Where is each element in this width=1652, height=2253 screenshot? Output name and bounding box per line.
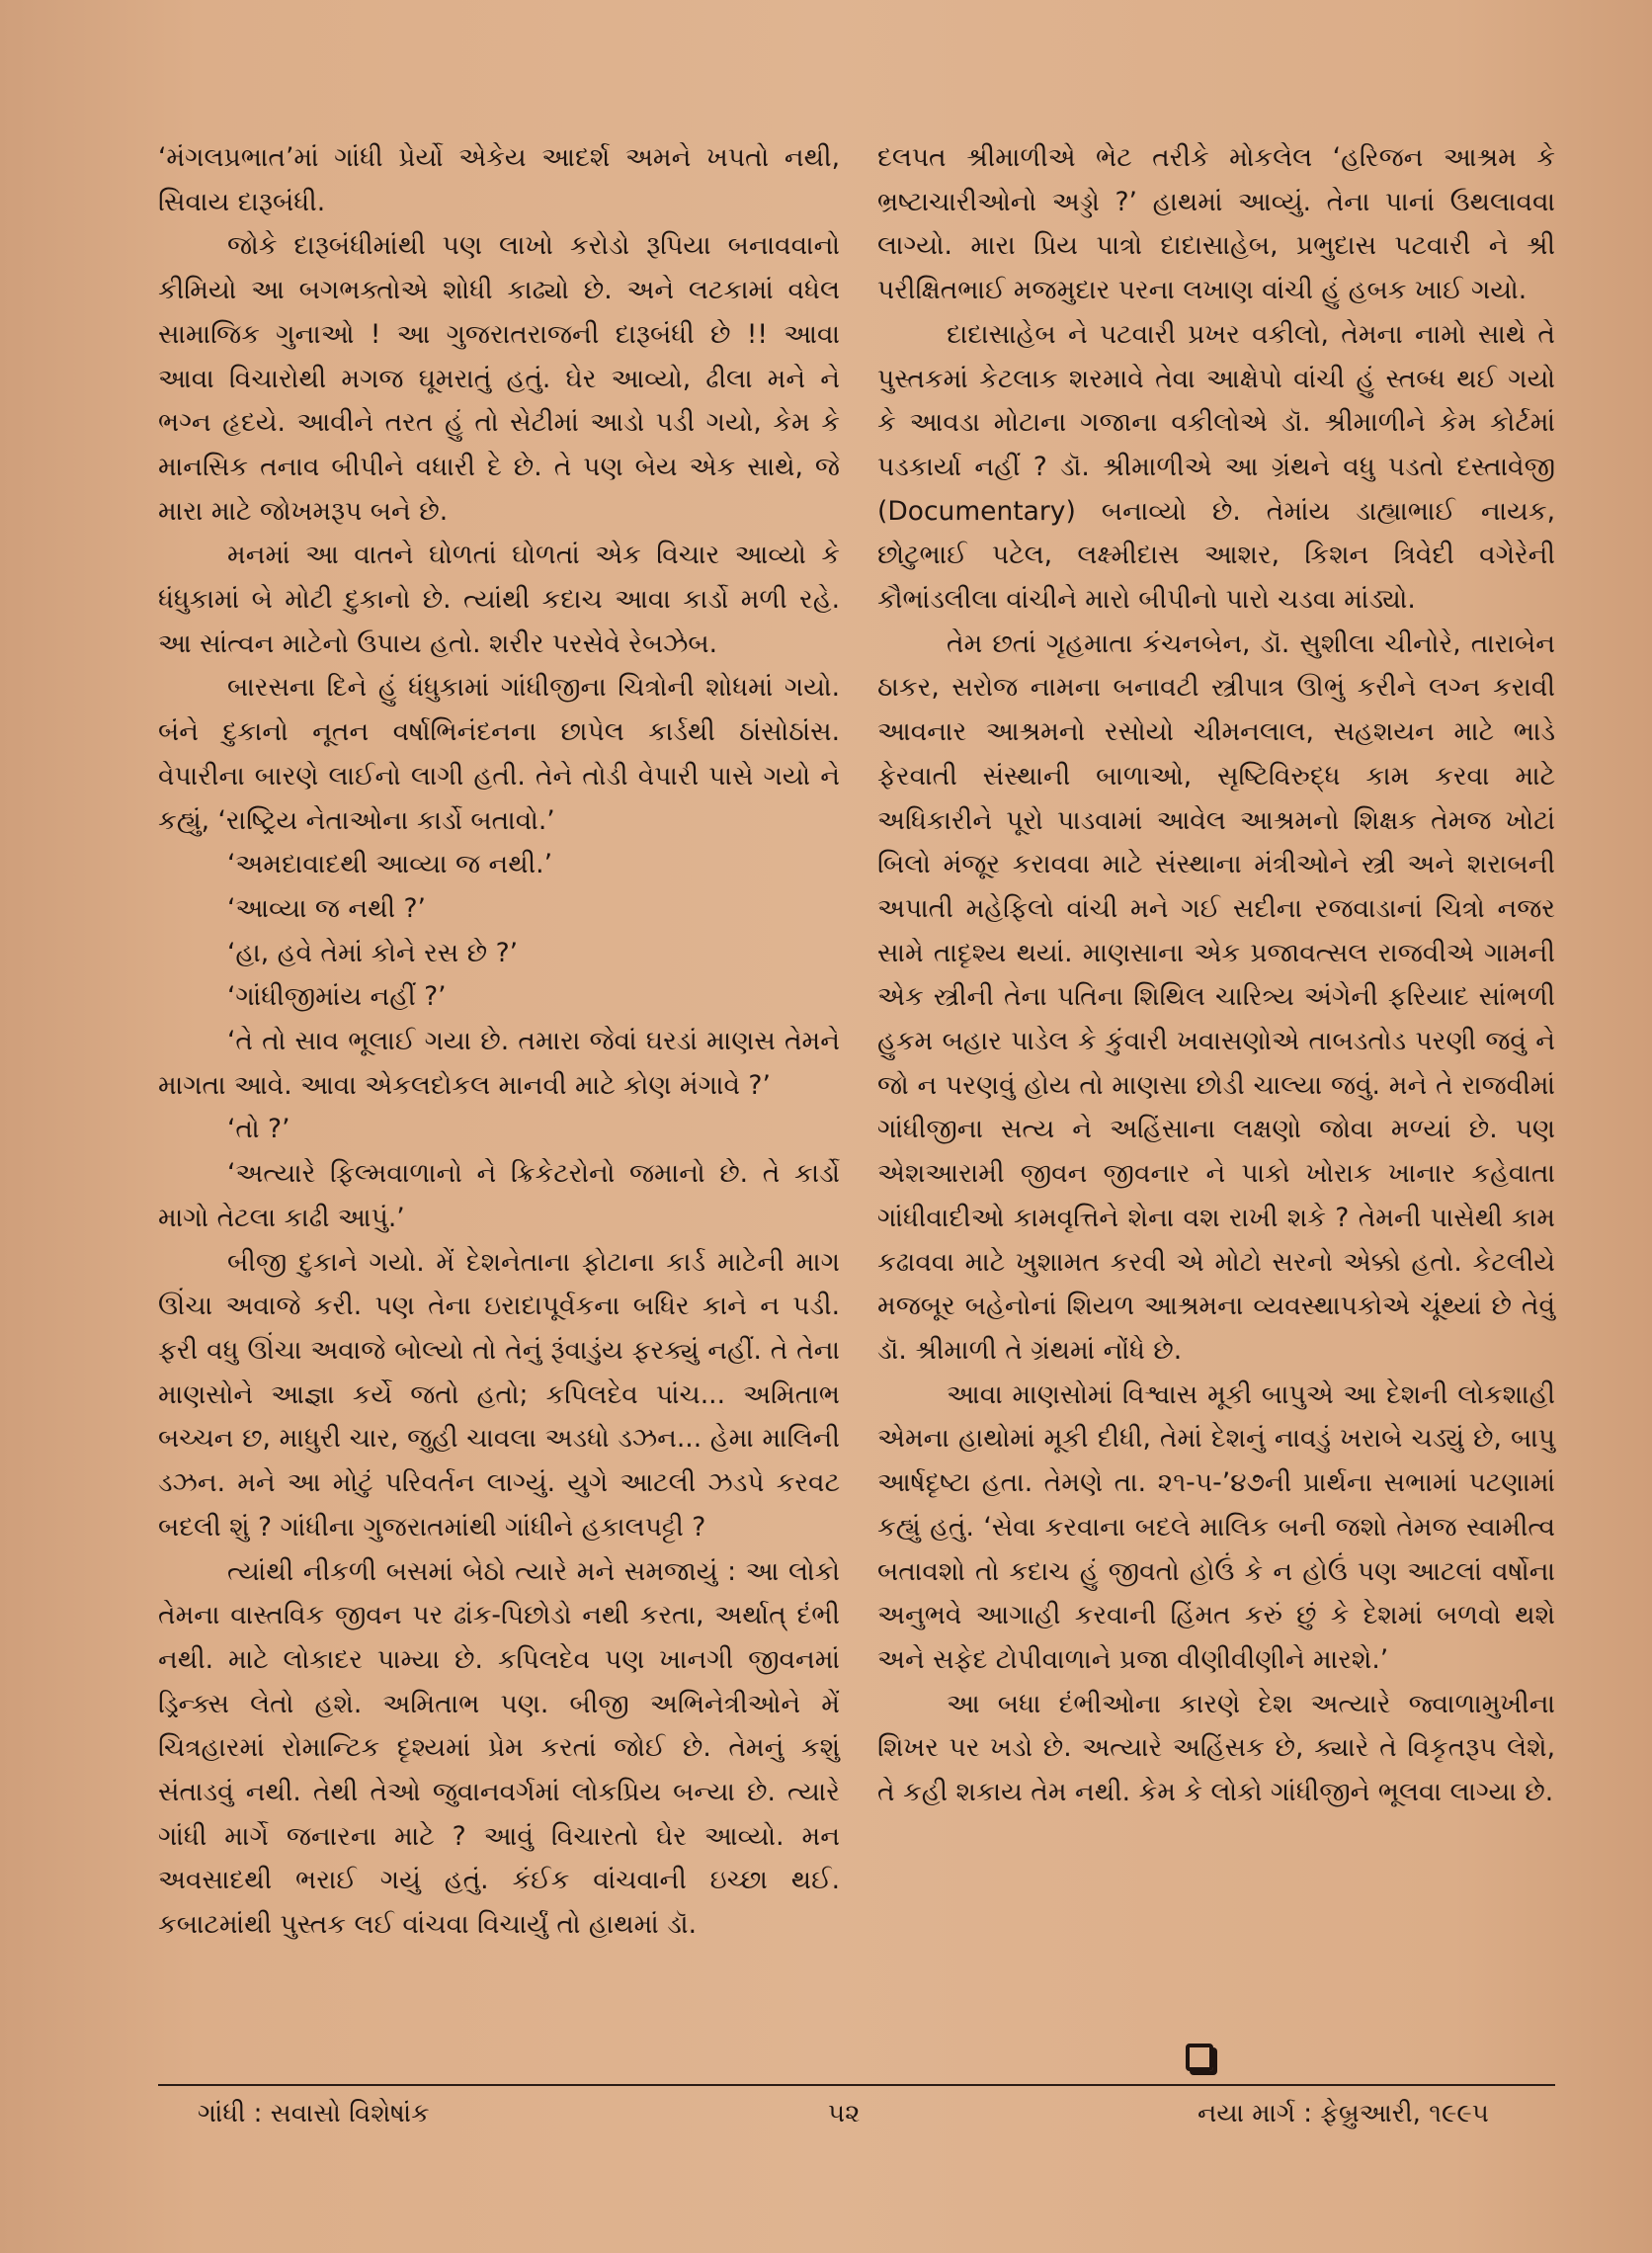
dialog-line: ‘આવ્યા જ નથી ?’ bbox=[227, 892, 426, 924]
footer-issue-title: ગાંધી : સવાસો વિશેષાંક bbox=[198, 2099, 430, 2128]
paragraph: ‘મંગલપ્રભાત’માં ગાંધી પ્રેર્યો એકેય આદર્શ અમને ખપતો નથી, સિવાય દારૂબંધી. bbox=[158, 142, 840, 217]
paragraph: તેમ છતાં ગૃહમાતા કંચનબેન, ડૉ. સુશીલા ચીનોરે, તારાબેન ઠાકર, સરોજ નામના બનાવટી સ્ત્રીપાત્ર ઊભું કરીને લગ્ન કરાવી આવનાર આશ્રમનો રસોયો ચીમનલાલ, સહશયન માટે ભાડે ફેરવાતી સંસ્થાની બાળાઓ, સૃષ્ટિવિરુદ્ધ કામ કરવા માટે અધિકારીને પૂરો પાડવામાં આવેલ આશ્રમનો શિક્ષક તેમજ ખોટાં બિલો મંજૂર કરાવવા માટે સંસ્થાના મંત્રીઓને સ્ત્રી અને શરાબની અપાતી મહેફિલો વાંચી મને ગઈ સદીના રજવાડાનાં ચિત્રો નજર સામે તાદૃશ્ય થયાં. માણસાના એક પ્રજાવત્સલ રાજવીએ ગામની એક સ્ત્રીની તેના પતિના શિથિલ ચારિત્ર્ય અંગેની ફરિયાદ સાંભળી હુકમ બહાર પાડેલ કે કુંવારી ખવાસણોએ તાબડતોડ પરણી જવું ને જો ન પરણવું હોય તો માણસા છોડી ચાલ્યા જવું. મને તે રાજવીમાં ગાંધીજીના સત્ય ને અહિંસાના લક્ષણો જોવા મળ્યાં છે. પણ એશઆરામી જીવન જીવનાર ને પાકો ખોરાક ખાનાર કહેવાતા ગાંધીવાદીઓ કામવૃત્તિને શેના વશ રાખી શકે ? તેમની પાસેથી કામ કઢાવવા માટે ખુશામત કરવી એ મોટો સરનો એક્કો હતો. કેટલીયે મજબૂર બહેનોનાં શિયળ આશ્રમના વ્યવસ્થાપકોએ ચૂંથ્યાં છે તેવું ડૉ. શ્રીમાળી તે ગ્રંથમાં નોંધે છે. bbox=[877, 627, 1555, 1366]
dialog-line: ‘ગાંધીજીમાંય નહીં ?’ bbox=[227, 981, 447, 1013]
dialog-line: ‘તો ?’ bbox=[227, 1114, 290, 1145]
page-number: ૫૨ bbox=[828, 2099, 861, 2128]
paragraph: મનમાં આ વાતને ઘોળતાં ઘોળતાં એક વિચાર આવ્યો કે ધંધુકામાં બે મોટી દુકાનો છે. ત્યાંથી કદાચ આવા કાર્ડો મળી રહે. આ સાંત્વન માટેનો ઉપાય હતો. શરીર પરસેવે રેબઝેબ. bbox=[158, 540, 840, 659]
paragraph: ત્યાંથી નીકળી બસમાં બેઠો ત્યારે મને સમજાયું : આ લોકો તેમના વાસ્તવિક જીવન પર ઢાંક-પિછોડો નથી કરતા, અર્થાત્ દંભી નથી. માટે લોકાદર પામ્યા છે. કપિલદેવ પણ ખાનગી જીવનમાં ડ્રિન્ક્સ લેતો હશે. અમિતાભ પણ. બીજી અભિનેત્રીઓને મેં ચિત્રહારમાં રોમાન્ટિક દૃશ્યમાં પ્રેમ કરતાં જોઈ છે. તેમનું કશું સંતાડવું નથી. તેથી તેઓ જુવાનવર્ગમાં લોકપ્રિય બન્યા છે. ત્યારે ગાંધી માર્ગે જનારના માટે ? આવું વિચારતો ઘેર આવ્યો. મન અવસાદથી ભરાઈ ગયું હતું. કંઈક વાંચવાની ઇચ્છા થઈ. કબાટમાંથી પુસ્તક લઈ વાંચવા વિચાર્યું તો હાથમાં ડૉ. bbox=[158, 1555, 840, 1941]
paragraph: દલપત શ્રીમાળીએ ભેટ તરીકે મોકલેલ ‘હરિજન આશ્રમ કે ભ્રષ્ટાચારીઓનો અડ્ડો ?’ હાથમાં આવ્યું. તેના પાનાં ઉથલાવવા લાગ્યો. મારા પ્રિય પાત્રો દાદાસાહેબ, પ્રભુદાસ પટવારી ને શ્રી પરીક્ષિતભાઈ મજમુદાર પરના લખાણ વાંચી હું હબક ખાઈ ગયો. bbox=[877, 142, 1555, 306]
paragraph: બારસના દિને હું ધંધુકામાં ગાંધીજીના ચિત્રોની શોધમાં ગયો. બંને દુકાનો નૂતન વર્ષાભિનંદનના છાપેલ કાર્ડથી ઠાંસોઠાંસ. વેપારીના બારણે લાઈનો લાગી હતી. તેને તોડી વેપારી પાસે ગયો ને કહ્યું, ‘રાષ્ટ્રિય નેતાઓના કાર્ડો બતાવો.’ bbox=[158, 672, 840, 836]
dialog-line: ‘અમદાવાદથી આવ્યા જ નથી.’ bbox=[227, 849, 553, 880]
hollow-square-icon bbox=[1186, 2044, 1213, 2071]
footer-divider bbox=[158, 2084, 1555, 2086]
paragraph: આવા માણસોમાં વિશ્વાસ મૂકી બાપુએ આ દેશની લોકશાહી એમના હાથોમાં મૂકી દીધી, તેમાં દેશનું નાવડું ખરાબે ચડ્યું છે, બાપુ આર્ષદૃષ્ટા હતા. તેમણે તા. ૨૧-૫-’૪૭ની પ્રાર્થના સભામાં પટણામાં કહ્યું હતું. ‘સેવા કરવાના બદલે માલિક બની જશો તેમજ સ્વામીત્વ બતાવશો તો કદાચ હું જીવતો હોઉં કે ન હોઉં પણ આટલાં વર્ષોના અનુભવે આગાહી કરવાની હિંમત કરું છું કે દેશમાં બળવો થશે અને સફેદ ટોપીવાળાને પ્રજા વીણીવીણીને મારશે.’ bbox=[877, 1378, 1555, 1675]
footer-magazine-date: નયા માર્ગ : ફેબ્રુઆરી, ૧૯૯૫ bbox=[1198, 2099, 1489, 2128]
paragraph: દાદાસાહેબ ને પટવારી પ્રખર વકીલો, તેમના નામો સાથે તે પુસ્તકમાં કેટલાક શરમાવે તેવા આક્ષેપો વાંચી હું સ્તબ્ધ થઈ ગયો કે આવડા મોટાના ગજાના વકીલોએ ડૉ. શ્રીમાળીને કેમ કોર્ટમાં પડકાર્યા નહીં ? ડૉ. શ્રીમાળીએ આ ગ્રંથને વધુ પડતો દસ્તાવેજી (Documentary) બનાવ્યો છે. તેમાંય ડાહ્યાભાઈ નાયક, છોટુભાઈ પટેલ, લક્ષ્મીદાસ આશર, કિશન ત્રિવેદી વગેરેની કૌભાંડલીલા વાંચીને મારો બીપીનો પારો ચડવા માંડ્યો. bbox=[877, 318, 1555, 616]
right-column bbox=[877, 136, 1555, 1815]
paragraph: જોકે દારૂબંધીમાંથી પણ લાખો કરોડો રૂપિયા બનાવવાનો કીમિયો આ બગભક્તોએ શોધી કાઢ્યો છે. અને લટકામાં વધેલ સામાજિક ગુનાઓ ! આ ગુજરાતરાજની દારૂબંધી છે !! આવા આવા વિચારોથી મગજ ઘૂમરાતું હતું. ઘેર આવ્યો, ઢીલા મને ને ભગ્ન હૃદયે. આવીને તરત હું તો સેટીમાં આડો પડી ગયો, કેમ કે માનસિક તનાવ બીપીને વધારી દે છે. તે પણ બેય એક સાથે, જે મારા માટે જોખમરૂપ બને છે. bbox=[158, 230, 840, 527]
paragraph: બીજી દુકાને ગયો. મેં દેશનેતાના ફોટાના કાર્ડ માટેની માગ ઊંચા અવાજે કરી. પણ તેના ઇરાદાપૂર્વકના બધિર કાને ન પડી. ફરી વધુ ઊંચા અવાજે બોલ્યો તો તેનું રૂંવાડુંય ફરક્યું નહીં. તે તેના માણસોને આજ્ઞા કર્યે જતો હતો; કપિલદેવ પાંચ... અમિતાભ બચ્ચન છ, માધુરી ચાર, જુહી ચાવલા અડધો ડઝન... હેમા માલિની ડઝન. મને આ મોટું પરિવર્તન લાગ્યું. યુગે આટલી ઝડપે કરવટ બદલી શું ? ગાંધીના ગુજરાતમાંથી ગાંધીને હકાલપટ્ટી ? bbox=[158, 1246, 840, 1543]
dialog-line: ‘તે તો સાવ ભૂલાઈ ગયા છે. તમારા જેવાં ઘરડાં માણસ તેમને માગતા આવે. આવા એકલદોકલ માનવી માટે કોણ મંગાવે ?’ bbox=[158, 1026, 840, 1101]
dialog-line: ‘હા, હવે તેમાં કોને રસ છે ?’ bbox=[227, 937, 519, 968]
left-column bbox=[158, 136, 840, 1948]
dialog-line: ‘અત્યારે ફિલ્મવાળાનો ને ક્રિકેટરોનો જમાનો છે. તે કાર્ડો માગો તેટલા કાઢી આપું.’ bbox=[158, 1158, 840, 1233]
paragraph: આ બધા દંભીઓના કારણે દેશ અત્યારે જ્વાળામુખીના શિખર પર ખડો છે. અત્યારે અહિંસક છે, ક્યારે તે વિકૃતરૂપ લેશે, તે કહી શકાય તેમ નથી. કેમ કે લોકો ગાંધીજીને ભૂલવા લાગ્યા છે. bbox=[877, 1688, 1555, 1808]
